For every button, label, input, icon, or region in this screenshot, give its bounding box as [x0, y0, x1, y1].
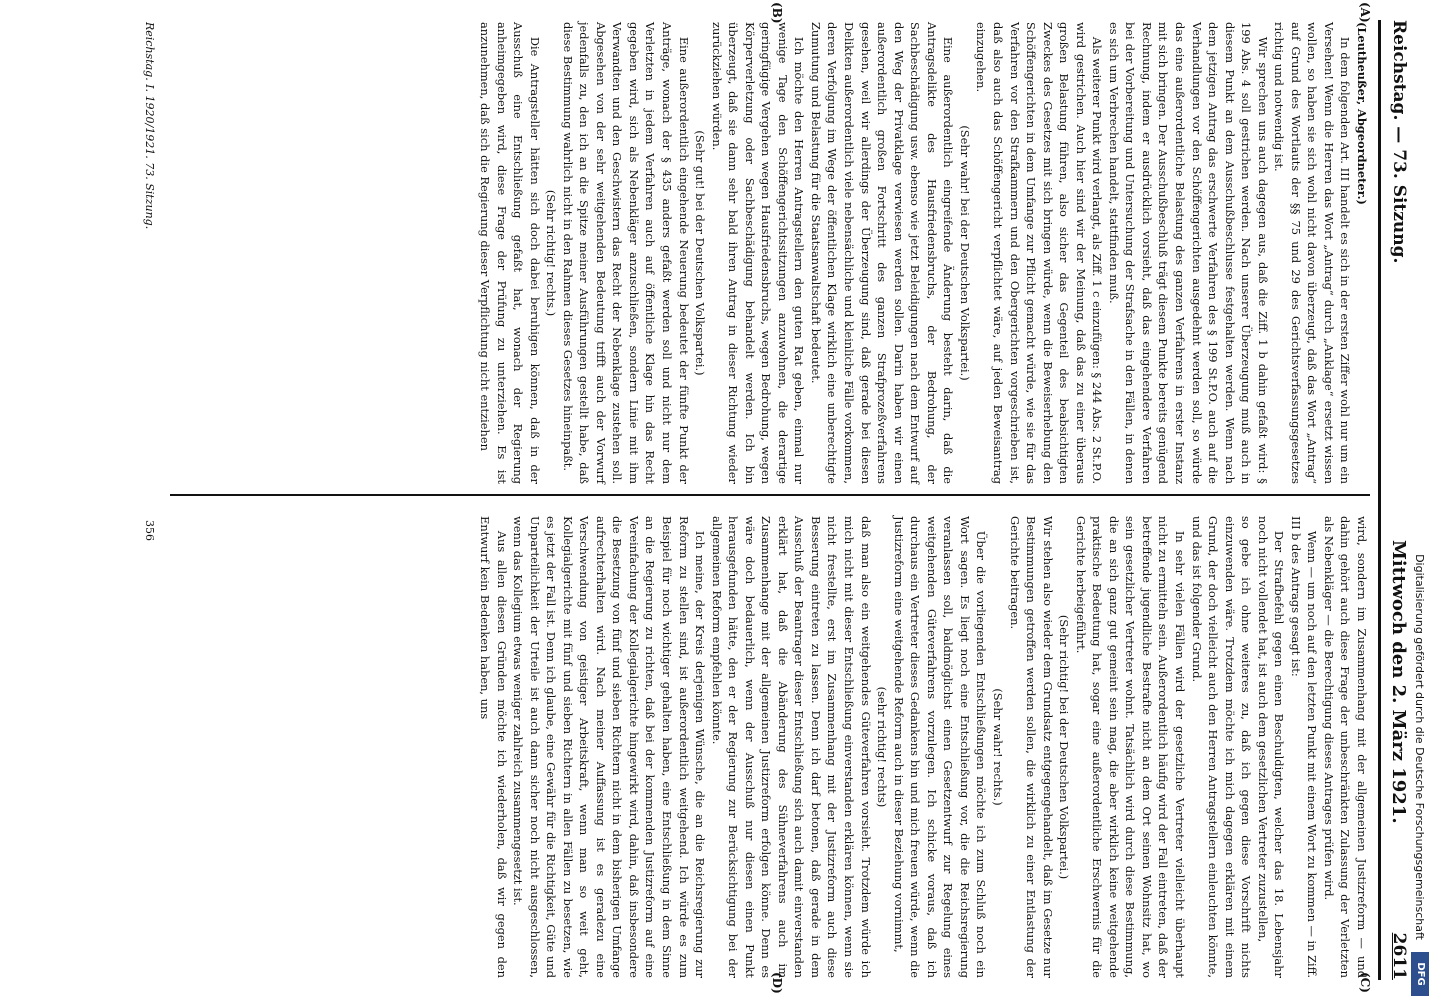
interjection: (Sehr wahr! bei der Deutschen Volkspartei.) [957, 125, 972, 381]
digitization-credit-strip [1404, 0, 1434, 1000]
margin-marker-d: (D) [770, 972, 784, 994]
paragraph: Die Antragsteller hätten sich doch dabei beruhigen können, daß in der Ausschuß eine Entschließung gefaßt hat, wonach der Regierung anheimgegeben wird, diese Frage der Prüfung zu unterziehen. Es ist anzunehmen, daß sich die Regierung dieser Verpflichtung nicht entziehen [478, 22, 542, 484]
footer-signature: Reichstag. I. 1920/1921. 73. Sitzung. [143, 22, 156, 230]
text-column-right [476, 516, 1370, 978]
paragraph: Wir sprechen uns auch dagegen aus, daß die Ziff. 1 b dahin gefaßt wird: § 199 Abs. 4 soll gestrichen werden. Nach unserer Überzeugung muß auch in diesem Punkt an dem Ausschußbeschlusse festgehalten werden. Wenn nach dem jetzigen Antrag das erschwerte Verfahren des § 199 St.P.O. auch auf die Verhandlungen vor den Schöffengerichten ausgedehnt werden soll, so würde das eine außerordentliche Belastung des ganzen Verfahrens in erster Instanz mit sich bringen. Der Ausschußbeschluß trägt diesem Punkte bereits genügend Rechnung, indem er ausdrücklich vorsieht, daß das eingehendere Verfahren bei der Vorbereitung und Untersuchung der Strafsache in den Fällen, in denen es sich um Verbrechen handelt, stattfinden muß. [1106, 22, 1270, 484]
column-divider [170, 494, 1370, 496]
quoted-provision: Der Strafbefehl gegen einen Beschuldigten, welcher das 18. Lebensjahr noch nicht vollendet hat, ist auch dem gesetzlichen Vertreter zuzustellen, [1255, 516, 1287, 978]
paragraph: Über die vorliegenden Entschließungen möchte ich zum Schluß noch ein Wort sagen. Es liegt noch eine Entschließung vor, die die Reichsregierung veranlassen soll, baldmöglichst einen Gesetzentwurf zur Regelung eines weitgehenden Güteverfahrens vorzulegen. Ich schicke voraus, daß ich durchaus ein Vertreter dieses Gedankens bin und mich freuen würde, wenn die Justizreform eine weitgehende Reform auch in dieser Beziehung vornimmt, [891, 516, 989, 978]
interjection: (Sehr richtig! bei der Deutschen Volkspartei.) [1057, 614, 1072, 880]
dfg-logo: DFG [1411, 952, 1429, 996]
header-date: Mittwoch den 2. März 1921. [1388, 540, 1409, 824]
digitization-credit-text: Digitalisierung gefördert durch die Deutsche Forschungsgemeinschaft [1413, 554, 1426, 940]
header-session-title: Reichstag. — 73. Sitzung. [1389, 20, 1409, 264]
text-column-left [476, 22, 1370, 484]
speaker-name: (Leutheußer, Abgeordneter.) [1355, 22, 1369, 205]
interjection: (Sehr gut! bei der Deutschen Volkspartei.) [693, 130, 708, 376]
paragraph: Wir stehen also wieder dem Grundsatz entgegengehandelt, daß im Gesetze nur Bestimmungen getroffen werden sollen, die wirklich zu einer Entlastung der Gerichte beitragen. [1007, 516, 1055, 978]
paragraph: Als weiterer Punkt wird verlangt, als Ziff. 1 c einzufügen: § 244 Abs. 2 St.P.O. wird gestrichen. Auch hier sind wir der Meinung, daß das zu einer überaus großen Belastung führen, also sicher das Gegenteil des beabsichtigten Zweckes des Gesetzes mit sich bringen würde, wenn die Beweiserhebung den Schöffengerichten in dem Umfange zur Pflicht gemacht würde, wie sie für das Verfahren vor den Strafkammern und den Obergerichten vorgeschrieben ist, daß also auch das Schöffengericht verpflichtet wäre, auf jeden Beweisantrag einzugehen. [974, 22, 1105, 484]
paragraph: Ich möchte den Herren Antragstellern den guten Rat geben, einmal nur wenige Tage den Schöffengerichtssitzungen anzuwohnen, die derartige geringfügige Vergehen wegen Hausfriedensbruchs, wegen Bedrohung, wegen Körperverletzung oder Sachbeschädigung behandelt werden. Ich bin überzeugt, daß sie dann sehr bald ihren Antrag in dieser Richtung wieder zurückziehen würden. [709, 22, 807, 484]
margin-marker-c: (C) [1358, 972, 1372, 993]
footer-sheet-number: 356 [143, 520, 156, 541]
paragraph: Ich meine, der Kreis derjenigen Wünsche, die an die Reichsregierung zur Reform zu stellen sind, ist außerordentlich weitgehend. Ich würde es zum Beispiel für noch wichtiger gehalten haben, eine Entschließung in dem Sinne an die Regierung zu richten, daß bei der kommenden Justizreform auf eine Vereinfachung der Kollegialgerichte hingewirkt wird, dahin, daß insbesondere die Besetzung von fünf und sieben Richtern nicht in dem bisherigen Umfange aufrechterhalten wird. Nach meiner Auffassung ist es geradezu eine Verschwendung von geistiger Arbeitskraft, wenn man so weit geht, Kollegialgerichte mit fünf und sieben Richtern in allen Fällen zu besetzen, wie es jetzt der Fall ist. Denn ich glaube, eine Gewähr für die Richtigkeit, Güte und Unparteilichkeit der Urteile ist auch dann sicher noch nicht ausgeschlossen, wenn das Kollegium etwas weniger zahlreich zusammengesetzt ist. [511, 516, 708, 978]
paragraph: Wenn — um noch auf den letzten Punkt mit einem Wort zu kommen — in Ziff. III b des Antrags gesagt ist: [1288, 516, 1320, 979]
paragraph: daß man also ein weitgehendes Güteverfahren vorsieht. Trotzdem würde ich mich nicht mit dieser Entschließung einverstanden erklären können, wenn sie nicht frestellte, erst im Zusammenhang mit der Justizreform auch diese Besserung eintreten zu lassen. Denn ich darf betonen, daß gerade in dem Ausschuß der Beantrager dieser Entschließung sich auch damit einverstanden erklärt hat, daß die Abänderung des Sühneverfahrens auch im Zusammenhange mit der allgemeinen Justizreform erfolgen könne. Denn es wäre doch bedauerlich, wenn der Ausschuß nur diesen einen Punkt herausgefunden hätte, den er der Regierung zur Berücksichtigung bei der allgemeinen Reform empfehlen könnte. [709, 516, 873, 978]
paragraph: wird, sondern im Zusammenhang mit der allgemeinen Justizreform — und dahin gehört auch diese Frage der unbeschränkten Zulassung der Verletzten als Nebenkläger — die Berechtigung dieses Antrages prüfen wird. [1321, 516, 1369, 978]
paragraph: Eine außerordentlich eingehende Neuerung bedeutet der fünfte Punkt der Anträge, wonach der § 435 anders gefaßt werden soll und nicht nur dem Verletzten in jedem Verfahren auch auf öffentliche Klage hin das Recht gegeben wird, sich als Nebenkläger anzuschließen, sondern Linie mit ihm Verwandten und den Geschwistern das Recht der Nebenklage zustehen soll. Abgesehen von der sehr weitgehenden Bedeutung trifft auch der Vorwurf jedenfalls zu, den ich an die Spitze meiner Ausführungen gestellt habe, daß diese Bestimmung wahrlich nicht in den Rahmen dieses Gesetzes hineinpaßt. [560, 22, 691, 484]
paragraph: so gebe ich ohne weiteres zu, daß ich gegen diese Vorschrift nichts einzuwenden wäre. Trotzdem möchte ich mich dagegen erklären mit einem Grund, der doch vielleicht auch den Herren Antragstellern einleuchten könnte, und das ist folgender Grund. [1189, 516, 1254, 978]
margin-marker-a: (A) [1358, 2, 1372, 23]
paragraph: In sehr vielen Fällen wird der gesetzliche Vertreter vielleicht überhaupt nicht zu ermitteln sein. Außerordentlich häufig wird der Fall eintreten, daß der betreffende jugendliche Bestrafte nicht an dem Ort seinen Wohnsitz hat, wo sein gesetzlicher Vertreter wohnt. Tatsächlich wird durch diese Bestimmung, die an sich ganz gut gemeint sein mag, die aber wirklich keine weitgehende praktische Bedeutung hat, sogar eine außerordentliche Erschwernis für die Gerichte herbeigeführt. [1073, 516, 1187, 978]
margin-marker-b: (B) [770, 2, 784, 24]
interjection: (sehr richtig! rechts) [875, 686, 890, 808]
paragraph: In dem folgenden Art. III handelt es sich in der ersten Ziffer wohl nur um ein Versehen! Wenn die Herren das Wort „Antrag“ durch „Anklage“ ersetzt wissen wollen, so haben sie sich wohl nicht davon überzeugt, daß das Wort „Antrag“ auf Grund des Wortlauts der §§ 75 und 29 des Gerichtsverfassungsgesetzes richtig und notwendig ist. [1272, 22, 1353, 484]
interjection: (Sehr wahr! rechts.) [990, 688, 1005, 806]
paragraph: Aus allen diesen Gründen möchte ich wiederholen, daß wir gegen den Entwurf kein Bedenken haben, uns [478, 516, 509, 978]
paragraph: Eine außerordentlich eingreifende Änderung besteht darin, daß die Antragsdelikte des Hausfriedensbruchs, der Bedrohung, der Sachbeschädigung usw. ebenso wie jetzt Beleidigungen nach dem Entwurf auf den Weg der Privatklage verwiesen werden sollen. Darin haben wir einen außerordentlich großen Fortschritt des ganzen Strafprozeßverfahrens gesehen, weil wir allerdings der Überzeugung sind, daß gerade bei diesen Delikten außerordentlich viele nebensächliche und kleinliche Fälle vorkommen, deren Verfolgung im Wege der öffentlichen Klage wirklich eine unberechtigte Zumutung und Belastung für die Staatsanwaltschaft bedeutet. [808, 22, 956, 484]
header-page-number: 2611 [1389, 932, 1409, 980]
newspaper-page [74, 0, 1434, 1000]
interjection: (Sehr richtig! rechts.) [544, 189, 559, 317]
